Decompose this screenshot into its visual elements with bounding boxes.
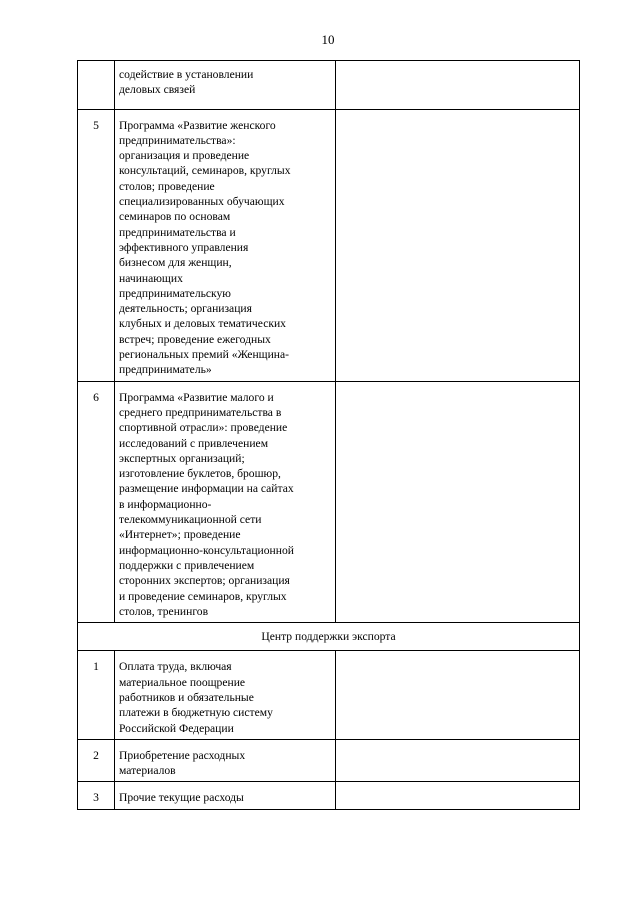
row-extra-cell [336, 782, 580, 809]
description-line: предпринимательства и [119, 225, 236, 239]
description-line: консультаций, семинаров, круглых [119, 164, 291, 178]
description-line: «Интернет»; проведение [119, 528, 241, 542]
table-row [78, 739, 580, 782]
description-line: и проведение семинаров, круглых [119, 589, 287, 603]
description-line: спортивной отрасли»: проведение [119, 421, 288, 435]
description-line: Прочие текущие расходы [119, 791, 244, 805]
row-extra-cell [336, 61, 580, 110]
description-line: телекоммуникационной сети [119, 513, 262, 527]
row-number [78, 61, 115, 110]
description-line: Программа «Развитие малого и [119, 390, 274, 404]
description-line: деятельность; организация [119, 302, 252, 316]
row-description [115, 739, 336, 782]
table-row [78, 61, 580, 110]
description-line: исследований с привлечением [119, 436, 269, 450]
description-line: Российской Федерации [119, 721, 234, 735]
description-line: содействие в установлении [119, 68, 254, 81]
table-row [78, 651, 580, 739]
description-line: специализированных обучающих [119, 195, 285, 209]
description-line: эффективного управления [119, 240, 249, 254]
description-line: деловых связей [119, 83, 196, 97]
row-description [115, 109, 336, 381]
row-extra-cell [336, 109, 580, 381]
expense-table [77, 60, 580, 810]
description-line: экспертных организаций; [119, 451, 245, 465]
description-line: организация и проведение [119, 149, 250, 163]
description-line: предприниматель» [119, 363, 212, 377]
description-line: в информационно- [119, 497, 212, 511]
description-line: Приобретение расходных [119, 748, 246, 762]
description-line: семинаров по основам [119, 210, 231, 224]
row-description [115, 651, 336, 739]
table-row [78, 109, 580, 381]
row-extra-cell [336, 739, 580, 782]
description-line: размещение информации на сайтах [119, 482, 294, 496]
description-line: материалов [119, 764, 176, 778]
table-row [78, 381, 580, 622]
row-number: 2 [78, 739, 115, 782]
description-line: информационно-консультационной [119, 543, 294, 557]
table-row [78, 782, 580, 809]
description-line: материальное поощрение [119, 675, 246, 689]
description-line: столов, тренингов [119, 604, 209, 618]
row-description [115, 61, 336, 110]
description-line: среднего предпринимательства в [119, 405, 282, 419]
page-number: 10 [321, 32, 335, 47]
section-heading-row [78, 623, 580, 651]
section-heading: Центр поддержки экспорта [78, 623, 580, 651]
description-line: начинающих [119, 271, 183, 285]
description-line: Оплата труда, включая [119, 660, 232, 674]
row-number: 1 [78, 651, 115, 739]
row-number: 6 [78, 381, 115, 622]
description-line: бизнесом для женщин, [119, 256, 232, 270]
row-extra-cell [336, 651, 580, 739]
description-line: клубных и деловых тематических [119, 317, 286, 331]
description-line: региональных премий «Женщина- [119, 348, 289, 362]
row-description [115, 381, 336, 622]
row-description [115, 782, 336, 809]
description-line: предпринимательства»: [119, 133, 236, 147]
description-line: Программа «Развитие женского [119, 118, 276, 132]
description-line: сторонних экспертов; организация [119, 574, 290, 588]
description-line: встреч; проведение ежегодных [119, 332, 271, 346]
description-line: платежи в бюджетную систему [119, 706, 273, 720]
description-line: предпринимательскую [119, 286, 231, 300]
row-extra-cell [336, 381, 580, 622]
description-line: изготовление буклетов, брошюр, [119, 467, 281, 481]
description-line: поддержки с привлечением [119, 558, 255, 572]
description-line: столов; проведение [119, 179, 215, 193]
row-number: 5 [78, 109, 115, 381]
row-number: 3 [78, 782, 115, 809]
description-line: работников и обязательные [119, 690, 254, 704]
